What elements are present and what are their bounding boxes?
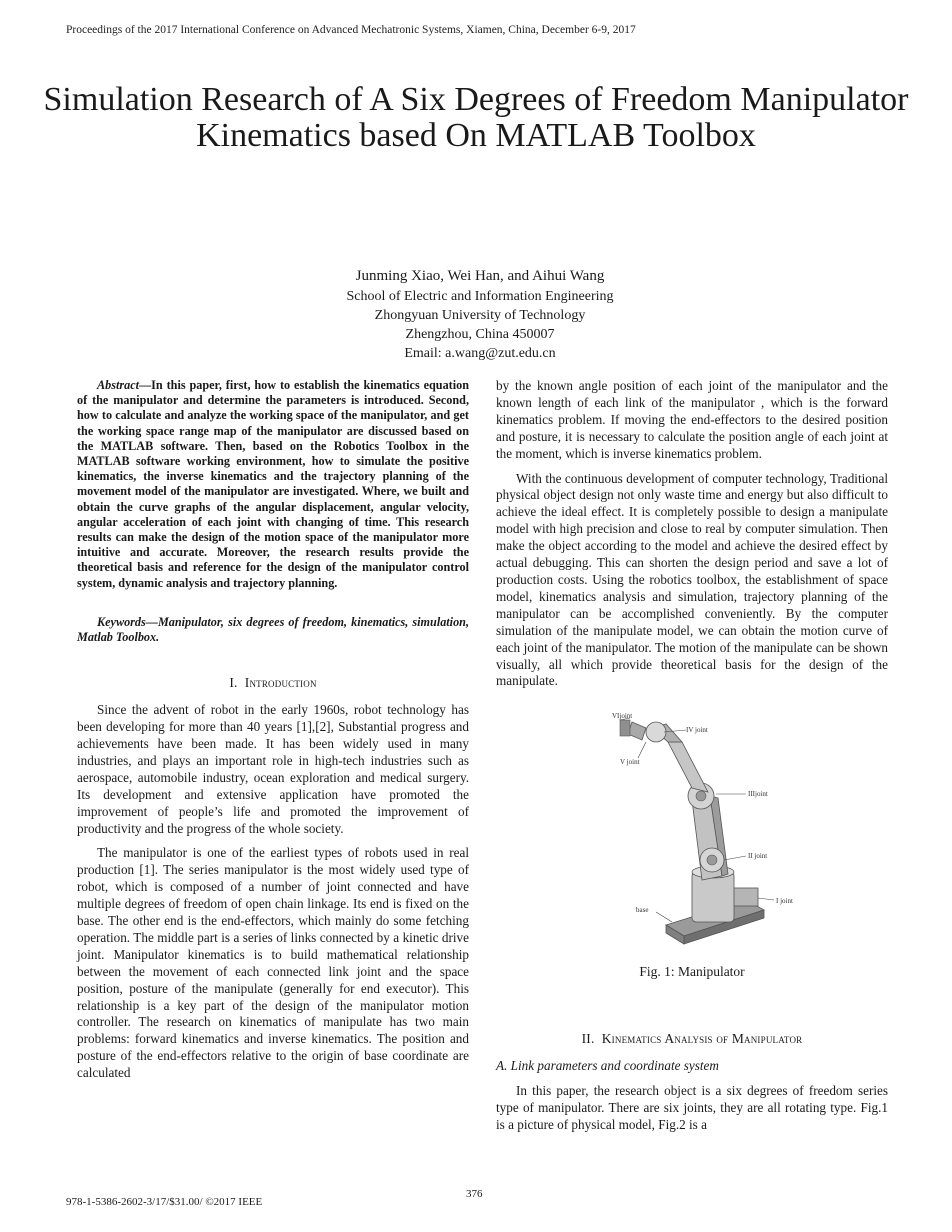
- footer-copyright: 978-1-5386-2602-3/17/$31.00/ ©2017 IEEE: [66, 1196, 263, 1208]
- section-numeral: II.: [581, 1031, 595, 1047]
- right-column: [496, 378, 888, 1142]
- manipulator-illustration: [496, 700, 888, 958]
- end-effector: [628, 722, 646, 740]
- left-column: [77, 378, 469, 1090]
- affiliation-school: School of Electric and Information Engineering: [346, 289, 614, 304]
- intro-paragraph-2-continued: by the known angle position of each joint of the manipulator and the known length of each link of the manipulator , which is the forward kinematics problem. If moving the end-effectors to the desired position and posture, it is necessary to calculate the position angle of each joint at the moment, which is inverse kinematics problem.: [496, 378, 888, 461]
- intro-paragraph-3: With the continuous development of computer technology, Traditional physical object design not only waste time and energy but also difficult to achieve the ideal effect. It is completely possible to design a manipulate model with high precision and close to real by computer simulation. Then make the object according to the model and achieve the desired effect by actual debugging. This can shorten the design period and save a lot of production costs. Using the robotics toolbox, the establishment of space model, kinematics analysis and simulation, trajectory planning of the manipulator can be accomplished conveniently. By the computer simulation of the manipulate model, we can obtain the motion curve of each joint of the manipulator. The motion of the manipulate can be shown visually, all which provide theoretical basis for the design of the manipulate.: [496, 470, 888, 689]
- label-joint-6: VIjoint: [612, 712, 633, 721]
- keywords-lead: Keywords: [97, 614, 146, 629]
- abstract: [77, 378, 469, 591]
- paper-title: Simulation Research of A Six Degrees of Freedom Manipulator Kinematics based On MATLAB Toolbox: [43, 81, 909, 154]
- upper-arm: [668, 742, 708, 792]
- conference-header: Proceedings of the 2017 International Conference on Advanced Mechatronic Systems, Xiamen, China, December 6-9, 2017: [66, 24, 636, 36]
- label-joint-3: IIIjoint: [748, 790, 768, 799]
- section-heading-introduction: [77, 675, 469, 692]
- subsection-heading: A. Link parameters and coordinate system: [496, 1058, 719, 1074]
- author-names: Junming Xiao, Wei Han, and Aihui Wang: [355, 268, 605, 284]
- base-motor: [732, 888, 758, 906]
- section-heading-kinematics: [496, 1031, 888, 1048]
- end-effector-tip: [620, 720, 630, 736]
- label-joint-4: IV joint: [686, 726, 708, 735]
- author-block: [250, 266, 710, 363]
- affiliation-university: Zhongyuan University of Technology: [374, 308, 586, 323]
- section-title: Kinematics Analysis of Manipulator: [601, 1031, 803, 1047]
- keywords-text: —Manipulator, six degrees of freedom, kinematics, simulation, Matlab Toolbox.: [77, 614, 469, 645]
- intro-paragraph-1: Since the advent of robot in the early 1960s, robot technology has been developing for more than 40 years [1],[2], Substantial progress and achievements have been made. It has been widely used in many industries, and plays an important role in high-tech industries such as aerospace, automobile industry, ocean exploration and medical surgery. Its development and extensive application have promoted the improvement of people’s life and promoted the improvement of productivity and the progress of the whole society.: [77, 702, 469, 836]
- section-title: Introduction: [244, 675, 317, 691]
- label-joint-2: II joint: [748, 852, 768, 861]
- label-base: base: [636, 906, 649, 915]
- page-number: 376: [466, 1188, 483, 1200]
- waist-body: [692, 872, 734, 922]
- abstract-text: —In this paper, first, how to establish the kinematics equation of the manipulator and determine the parameters is introduced. Second, how to calculate and analyze the working space of the manipulator, and get the working space range map of the manipulator are discussed based on the MATLAB software. Then, based on the Robotics Toolbox in the MATLAB software working environment, how to simulate the positive kinematics, the inverse kinematics and the trajectory planning of the movement model of the manipulator are investigated. Where, we built and obtain the curve graphs of the angular displacement, angular velocity, angular acceleration of each joint with changing of time. This research results can make the design of the motion space of the manipulator more intuitive and accurate. Moreover, the research results provide the theoretical basis and reference for the design of the manipulator control system, dynamic analysis and trajectory planning.: [77, 378, 469, 590]
- figure-manipulator: [496, 700, 888, 958]
- affiliation-address: Zhengzhou, China 450007: [405, 327, 555, 342]
- section-numeral: I.: [229, 675, 238, 691]
- figure-caption: Fig. 1: Manipulator: [639, 964, 745, 980]
- abstract-lead: Abstract: [97, 378, 139, 392]
- kinematics-paragraph-1: In this paper, the research object is a six degrees of freedom series type of manipulator. There are six joints, they are all rotating type. Fig.1 is a picture of physical model, Fig.2 is a: [496, 1083, 888, 1132]
- intro-paragraph-2: The manipulator is one of the earliest types of robots used in real production [1]. The series manipulator is the most widely used type of robot, which is composed of a number of joint connected and have multiple degrees of freedom of open chain linkage. Its end is fixed on the base. The other end is the end-effectors, which mainly do some fetching operation. The middle part is a series of links connected by a kinetic drive joint. Manipulator kinematics is to build mathematical relationship between the movement of each connected link joint and the space position, posture of the manipulate (generally for end executor). This relationship is a key part of the design of the manipulator motion controller. The research on kinematics of manipulate has two main problems: forward kinematics and inverse kinematics. The position and posture of the end-effectors relative to the origin of base coordinate are calculated: [77, 845, 469, 1081]
- wrist-joint: [646, 722, 666, 742]
- label-joint-1: I joint: [776, 897, 793, 906]
- keywords: [77, 615, 469, 645]
- label-joint-5: V joint: [620, 758, 640, 767]
- author-email: Email: a.wang@zut.edu.cn: [404, 346, 556, 361]
